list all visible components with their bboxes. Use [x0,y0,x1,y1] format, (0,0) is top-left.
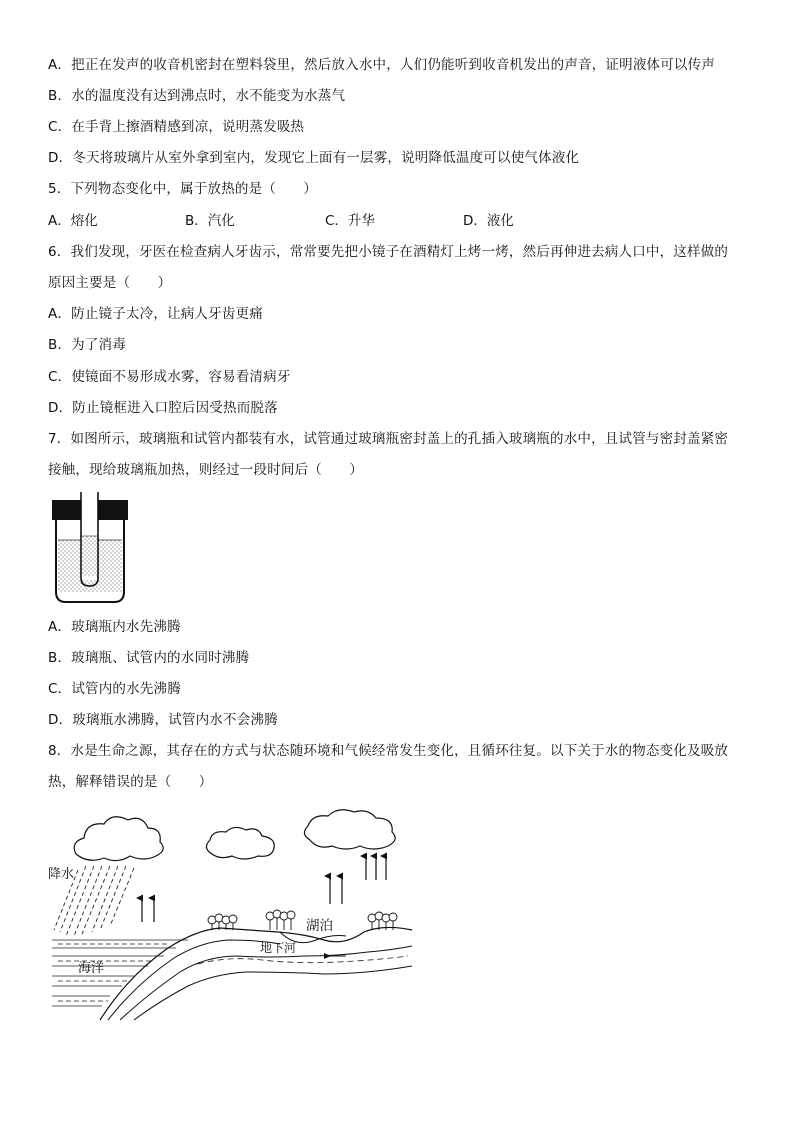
q7-option-c: C．试管内的水先沸腾 [48,681,181,697]
q7-option-d: D．玻璃瓶水沸腾，试管内水不会沸腾 [48,712,278,728]
q8-water-cycle-figure [48,806,420,1020]
q6-option-c: C．使镜面不易形成水雾，容易看清病牙 [48,369,291,385]
rain-label: 降水 [48,867,75,882]
q6-stem-line1: 6．我们发现，牙医在检查病人牙齿示，常常要先把小镜子在酒精灯上烤一烤，然后再伸进去病人口中，这样做的 [48,244,729,260]
prev-option-c: C．在手背上擦酒精感到凉，说明蒸发吸热 [48,119,305,135]
q6-option-d: D．防止镜框进入口腔后因受热而脱落 [48,400,278,416]
q5-option-a: A．熔化 [48,213,98,229]
lake-label: 湖泊 [306,918,333,934]
rain-cloud [74,817,163,861]
prev-option-d: D．冬天将玻璃片从室外拿到室内，发现它上面有一层雾，说明降低温度可以使气体液化 [48,150,580,166]
q5-option-c: C．升华 [325,213,375,229]
q7-figure-bottle-and-test-tube [50,492,130,604]
q5-stem: 5．下列物态变化中，属于放热的是（ ） [48,181,318,197]
prev-option-b: B．水的温度没有达到沸点时，水不能变为水蒸气 [48,88,346,104]
q5-option-b: B．汽化 [185,213,235,229]
q7-stem-line2: 接触，现给玻璃瓶加热，则经过一段时间后（ ） [48,462,364,478]
q5-option-d: D．液化 [463,213,514,229]
q6-option-b: B．为了消毒 [48,337,126,353]
q6-option-a: A．防止镜子太冷，让病人牙齿更痛 [48,306,263,322]
q7-stem-line1: 7．如图所示，玻璃瓶和试管内都装有水，试管通过玻璃瓶密封盖上的孔插入玻璃瓶的水中，且试管与密封盖紧密 [48,431,729,447]
q8-stem-line1: 8．水是生命之源，其存在的方式与状态随环境和气候经常发生变化，且循环往复。以下关于水的物态变化及吸放 [48,743,729,759]
ocean-label: 海洋 [78,961,105,976]
q8-stem-line2: 热，解释错误的是（ ） [48,774,213,790]
evaporation-cloud [304,810,395,849]
q5-options [48,212,648,230]
q7-option-a: A．玻璃瓶内水先沸腾 [48,619,181,635]
q6-stem-line2: 原因主要是（ ） [48,275,172,291]
trees [208,910,397,924]
middle-cloud [206,827,274,859]
q7-option-b: B．玻璃瓶、试管内的水同时沸腾 [48,650,250,666]
prev-option-a: A．把正在发声的收音机密封在塑料袋里，然后放入水中，人们仍能听到收音机发出的声音，证明液体可以传声 [48,57,716,73]
underground-river-label: 地下河 [260,941,297,955]
